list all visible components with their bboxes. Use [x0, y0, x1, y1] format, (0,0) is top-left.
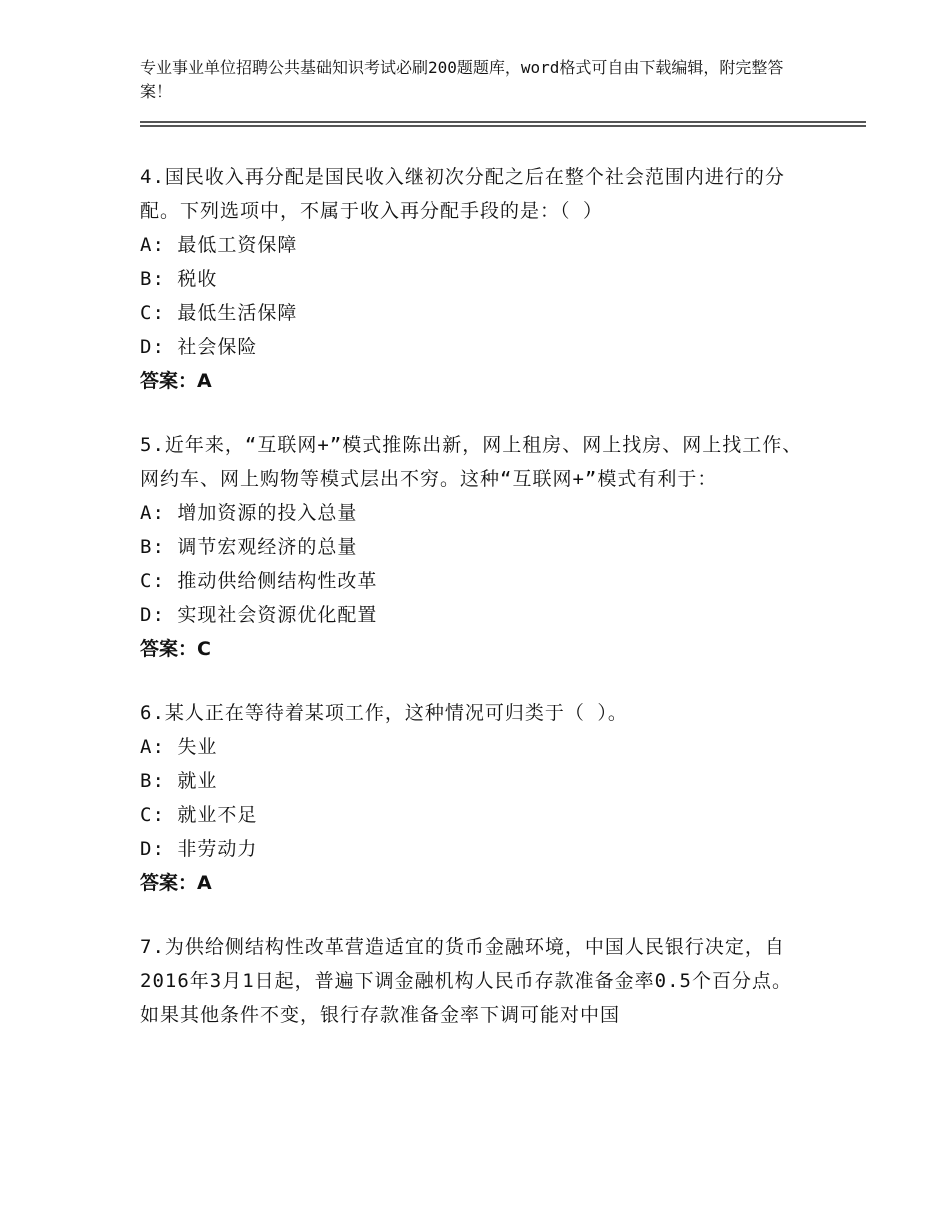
option-d: D: 非劳动力	[140, 838, 258, 860]
option-c: C: 推动供给侧结构性改革	[140, 570, 378, 592]
option-c: C: 就业不足	[140, 804, 258, 826]
option-b: B: 调节宏观经济的总量	[140, 536, 358, 558]
option-a: A: 增加资源的投入总量	[140, 502, 358, 524]
option-a: A: 最低工资保障	[140, 234, 298, 256]
option-c: C: 最低生活保障	[140, 302, 298, 324]
answer: 答案：A	[140, 370, 212, 392]
header-rule-bottom	[140, 125, 866, 127]
question-stem: 6.某人正在等待着某项工作，这种情况可归类于（ ）。	[140, 702, 628, 724]
question-6	[140, 696, 810, 900]
option-b: B: 就业	[140, 770, 218, 792]
option-d: D: 社会保险	[140, 336, 258, 358]
answer: 答案：C	[140, 638, 211, 660]
question-stem: 7.为供给侧结构性改革营造适宜的货币金融环境，中国人民银行决定，自2016年3月1日起，普遍下调金融机构人民币存款准备金率0.5个百分点。如果其他条件不变，银行存款准备金率下调可能对中国	[140, 936, 792, 1026]
question-list	[140, 160, 810, 1062]
option-b: B: 税收	[140, 268, 218, 290]
question-4	[140, 160, 810, 398]
answer: 答案：A	[140, 872, 212, 894]
document-header: 专业事业单位招聘公共基础知识考试必刷200题题库，word格式可自由下载编辑，附完整答案！	[140, 58, 784, 101]
question-7	[140, 930, 810, 1032]
option-d: D: 实现社会资源优化配置	[140, 604, 378, 626]
question-5	[140, 428, 810, 666]
header-rule-top	[140, 121, 866, 123]
question-stem: 4.国民收入再分配是国民收入继初次分配之后在整个社会范围内进行的分配。下列选项中，不属于收入再分配手段的是：（ ）	[140, 166, 785, 222]
option-a: A: 失业	[140, 736, 218, 758]
question-stem: 5.近年来，“互联网+”模式推陈出新，网上租房、网上找房、网上找工作、网约车、网上购物等模式层出不穷。这种“互联网+”模式有利于：	[140, 434, 803, 490]
